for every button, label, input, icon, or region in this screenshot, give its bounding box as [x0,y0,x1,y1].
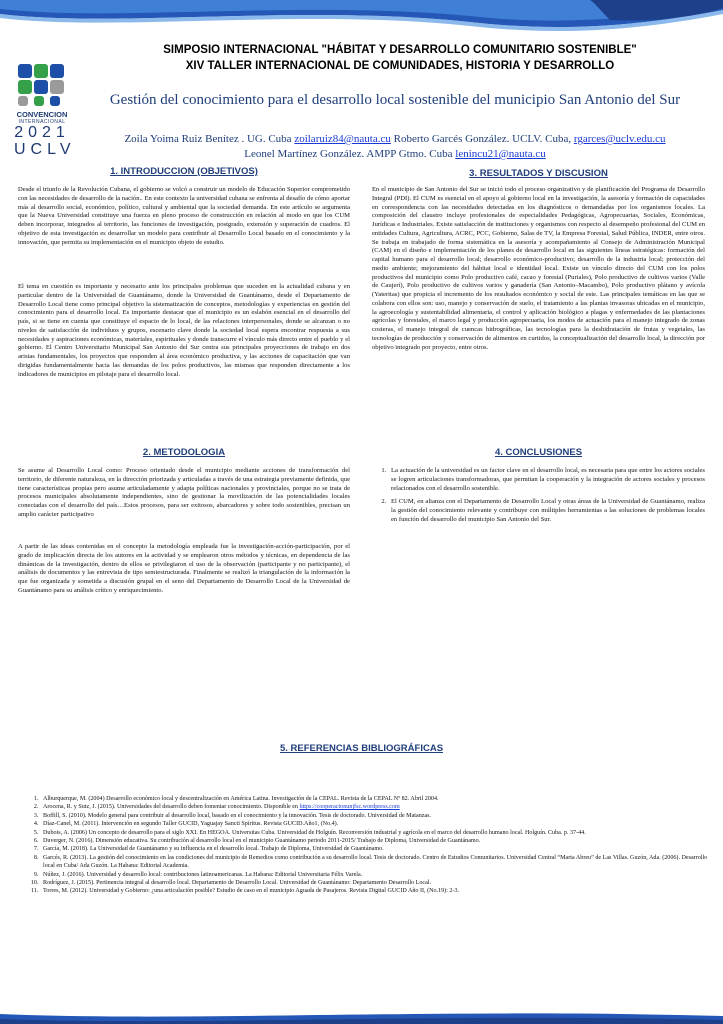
results-paragraph-1: En el municipio de San Antonio del Sur se inició todo el proceso organizativo y de planificación del Programa de Desarrollo Integral (PDI). El CUM es esencial en el apoyo al gobierno local en la investigación, la asesoría y formación de capacidades en correspondencia con las necesidades detectadas en los diagnósticos o demandadas por los organismos locales. La composición del claustro incluye profesionales de especialidades Pedagógicas, Agropecuarias, Sociales, Económicas, Jurídicas e Industriales. Existe satisfacción de instituciones y organismos con respecto al desempeño profesional del CUM en entidades Cultura, Agricultura, ACRC, PCC, Gobierno, Salas de TV, la Empresa Forestal, Salud Pública, INDER, entre otros. Se trabaja en trabajado de forma sistemática en la asesoría y acompañamiento al Consejo de Administración Municipal (CAM) en el diseño e implementación de los planes de desarrollo local en las siguientes líneas estratégicas: formación del capital humano para el desarrollo local; desarrollo económico-productivo; desarrollo de la industria local; protección del medio ambiente; mejoramiento del hábitat local e identidad local. Existe un vínculo directo del CUM con los polos productivos del municipio como Polo productivo café, cacao y forestal (Puriales), Polo productivo de cultivos varios (Valle de Caujerí), Polo productivo de cultivos varios y ganadería (San Antonio–Macambo), Polo productivo plátano y avícola (Yateritas) que propicia el incremento de los resultados económico y social de este. Las principales temáticas en las que se colabora con ellos son: uso, manejo y conservación de suelo, el tratamiento a las plantas invasoras ubicadas en el municipio, la agroecología y sustentabilidad alimentaria, el control y aplicación biológico a plagas y enfermedades de las plantaciones agrícolas y forestales, el marco legal y producción agropecuaria, los modos de actuación para el manejo integrado de zonas costeras, el manejo integral de cuencas hidrográficas, las tecnologías para la deshidratación de frutas y vegetales, las tecnologías de producción y conservación de alimentos en curtidos, la conceptualización del desarrollo local, la dirección por objetivo integrado por proyecto, entre otros. [372,186,705,351]
references-section-title: 5. REFERENCIAS BIBLIOGRÁFICAS [279,743,444,754]
author-3: Leonel Martínez González. AMPP Gtmo. Cuba [244,148,456,160]
intro-paragraph-2: El tema en cuestión es importante y necesario ante los principales problemas que suceden en la actualidad cubana y en particular dentro de la Universidad de Guantánamo, donde la Universidad de Guantánamo, desde el Departamento de Desarrollo Local tiene como principal objetivo la sistematización de conceptos, metodologías y experiencias en gestión del conocimiento para el desarrollo local. Es importante destacar que el municipio es un eslabón esencial en el desarrollo del país, si se tiene en cuenta que constituye el espacio de lo local, de las relaciones interpersonales, donde se alcanzan o no niveles de satisfacción de individuos y grupos, escenario clave donde la sociedad local espera encontrar respuesta a sus necesidades y aspiraciones económicas, materiales, espirituales y donde transcurre el vínculo más directo entre el pueblo y el gobierno. El Centro Universitario Municipal San Antonio del Sur centra sus principales proyecciones de trabajo en dos aristas fundamentales, los proyectos que responden al área económico productiva, y las acciones de capacitación que van dirigidas fundamentalmente hacia las demandas de los polos productivos, las mismas que responden directamente a los indicadores de municipios en pilotaje para el desarrollo local. [18,283,350,378]
reference-item [40,803,720,811]
logo-square-4 [18,80,32,94]
reference-item: 7. García, M. (2018). La Universidad de Guantánamo y su influencia en el desarrollo local. Trabajo de Diploma, Universidad de Guantánamo. [40,845,720,853]
conclusion-item: 2. El CUM, en alianza con el Departamento de Desarrollo Local y otras áreas de la Universidad de Guantánamo, realiza la gestión del conocimiento relevante y contribuye con múltiples herramientas a las soluciones de problemas locales en función del desarrollo del municipio San Antonio del Sur. [388,498,705,524]
logo-square-7 [18,96,28,106]
author-2-email[interactable]: rgarces@uclv.edu.cu [573,133,666,145]
reference-item: 3. Boffill, S. (2010). Modelo general para contribuir al desarrollo local, basado en el conocimiento y la innovación. Tesis de doctorado. Universidad de Matanzas. [40,812,720,820]
logo-square-1 [18,64,32,78]
author-1: Zoila Yoima Ruiz Benítez . UG. Cuba [124,133,295,145]
authors-line2 [75,148,715,160]
author-3-email[interactable]: lenincu21@nauta.cu [455,148,546,160]
results-section-title: 3. RESULTADOS Y DISCUSION [469,168,608,179]
reference-item: 6. Duverger, N. (2016). Dimensión educativa. Su contribución al desarrollo local en el municipio Guantánamo periodo 2011-2015/ Trabajo de Diploma, Universidad de Guantánamo. [40,837,720,845]
method-paragraph-2: A partir de las ideas contenidas en el concepto la metodología empleada fue la investigación-acción-participación, por el grado de implicación directa de los autores en la actividad y se emplearon otros métodos y técnicas, en dependencia de las dinámicas de la investigación, dentro de ellos se privilegiaron el uso de la observación (participante y no participante), el análisis de documentos y las entrevista de tipo semiestructurada. Finalmente se realizó la triangulación de la información la que fue organizada y sometida a discusión grupal en el seno del Departamento de Desarrollo Local de la Universidad de Guantánamo para su análisis crítico y enriquecimiento. [18,543,350,594]
reference-item: 9. Núñez, J. (2016). Universidad y desarrollo local: contribuciones latinoamericanas. La Habana: Editorial Universitaria Félix Varela. [40,871,720,879]
author-1-email[interactable]: zoilaruiz84@nauta.cu [294,133,391,145]
logo-square-2 [34,64,48,78]
logo-square-3 [50,64,64,78]
logo-square-9 [50,96,60,106]
bottom-decorative-band [0,1008,723,1024]
event-title-line2: XIV TALLER INTERNACIONAL DE COMUNIDADES, HISTORIA Y DESARROLLO [185,60,615,72]
reference-link[interactable]: https://cooperacionunjfsc.wordpress.com [299,804,400,811]
method-paragraph-1: Se asume al Desarrollo Local como: Proceso orientado desde el municipio mediante acciones de transformación del territorio, de diferente naturaleza, en la dirección priorizada y articuladas a través de una estrategia previamente definida, que tiene características propias pero asume articuladamente y adapta políticas nacionales y provinciales, porque no se trata de procesos municipales absolutamente independientes, sino de gestionar la movilización de las potencialidades locales conectadas con el desarrollo del país…Estos procesos, para ser exitosos, abarcadores y sobre todo sostenibles, precisan un amplio carácter participativo [18,467,350,518]
method-section-title: 2. METODOLOGIA [142,447,226,458]
conclusions-list [372,467,705,530]
authors-line1 [75,133,715,145]
poster-title: Gestión del conocimiento para el desarrollo local sostenible del municipio San Antonio del Sur [109,92,681,108]
logo-square-5 [34,80,48,94]
reference-item: 5. Dubois, A. (2006) Un concepto de desarrollo para el siglo XXI. En HEGOA. Universitas Cuba. Universidad de Holguín. Reconversión industrial y agrícola en el marco del desarrollo humano local. Holguín. Cuba. p. 37-44. [40,829,720,837]
reference-item: 10. Rodríguez, J. (2015). Pertinencia integral al desarrollo local. Departamento de Desarrollo Local. Universidad de Guantánamo: Departamento Desarrollo Local. [40,879,720,887]
intro-section-title: 1. INTRODUCCION (OBJETIVOS) [110,166,258,177]
reference-item: 11. Torres, M. (2012). Universidad y Gobierno: ¿una articulación posible? Estudio de caso en el municipio Aguada de Pasajeros. Revista Digital GUCID Año II, (No.19): 2-3. [40,887,720,895]
logo-uclv-text: UCLV [14,141,76,158]
conclusion-item: 1. La actuación de la universidad es un factor clave en el desarrollo local, es necesaria para que entre los actores sociales se logren articulaciones transformadoras, que permitan la cooperación y la integración de actores sociales y procesos relacionados con el desarrollo sostenible. [388,467,705,493]
logo-year-text: 2021 [14,124,70,141]
top-decorative-band [0,0,723,34]
author-2: Roberto Garcés González. UCLV. Cuba, [390,133,574,145]
convention-logo [14,60,76,158]
reference-item: 8. Garcés, R. (2013). La gestión del conocimiento en las condiciones del municipio de Remedios como contribución a su desarrollo local. Tesis de doctorado. Centro de Estudios Comunitarios. Universidad Central “Marta Abreu” de Las Villas. Guzón, Ada. (2006). Desarrollo local en Cuba/ Ada Guzón. La Habana: Editorial Academia. [40,854,720,871]
references-list [18,795,720,896]
conclusions-section-title: 4. CONCLUSIONES [494,447,583,458]
event-title-line1: SIMPOSIO INTERNACIONAL "HÁBITAT Y DESARROLLO COMUNITARIO SOSTENIBLE" [163,44,637,56]
reference-item: 1. Alburquerque, M. (2004) Desarrollo económico local y descentralización en América Latina. Investigación de la CEPAL. Revista de la CEPAL Nº 82. Abril 2004. [40,795,720,803]
reference-item: 4. Díaz-Canel, M. (2011). Intervención en segundo Taller GUCID, Yaguajay Sancti Spíritus. Revista GUCID.Año1, (No.4). [40,820,720,828]
logo-convencion-text: CONVENCION [16,110,68,119]
reference-text: Arocena, R. y Sutz, J. (2015). Universidades del desarrollo deben fomentar conocimiento. Disponible en [43,804,300,811]
intro-paragraph-1: Desde el triunfo de la Revolución Cubana, el gobierno se volcó a construir un modelo de Educación Superior comprometido con las necesidades de desarrollo de la nación.. En este contexto la universidad cubana se enfrenta al desafío de cómo aportar más al desarrollo social, económico, político, cultural y ambiental que la sociedad demanda. En este artículo se argumenta que la Nueva Universidad constituye una fuerza en pleno proceso de construcción en relación al modo en que los CUM deben incorporar, integrados al territorio, las funciones de investigación, postgrado, extensión y superación de cuadros. El objetivo de esta investigación es desarrollar un modelo para contribuir al Desarrollo Local basado en el conocimiento y la innovación, que permita su implementación en el municipio objeto de estudio. [18,186,350,246]
logo-internacional-text: INTERNACIONAL [18,119,66,125]
logo-square-8 [34,96,44,106]
logo-square-6 [50,80,64,94]
